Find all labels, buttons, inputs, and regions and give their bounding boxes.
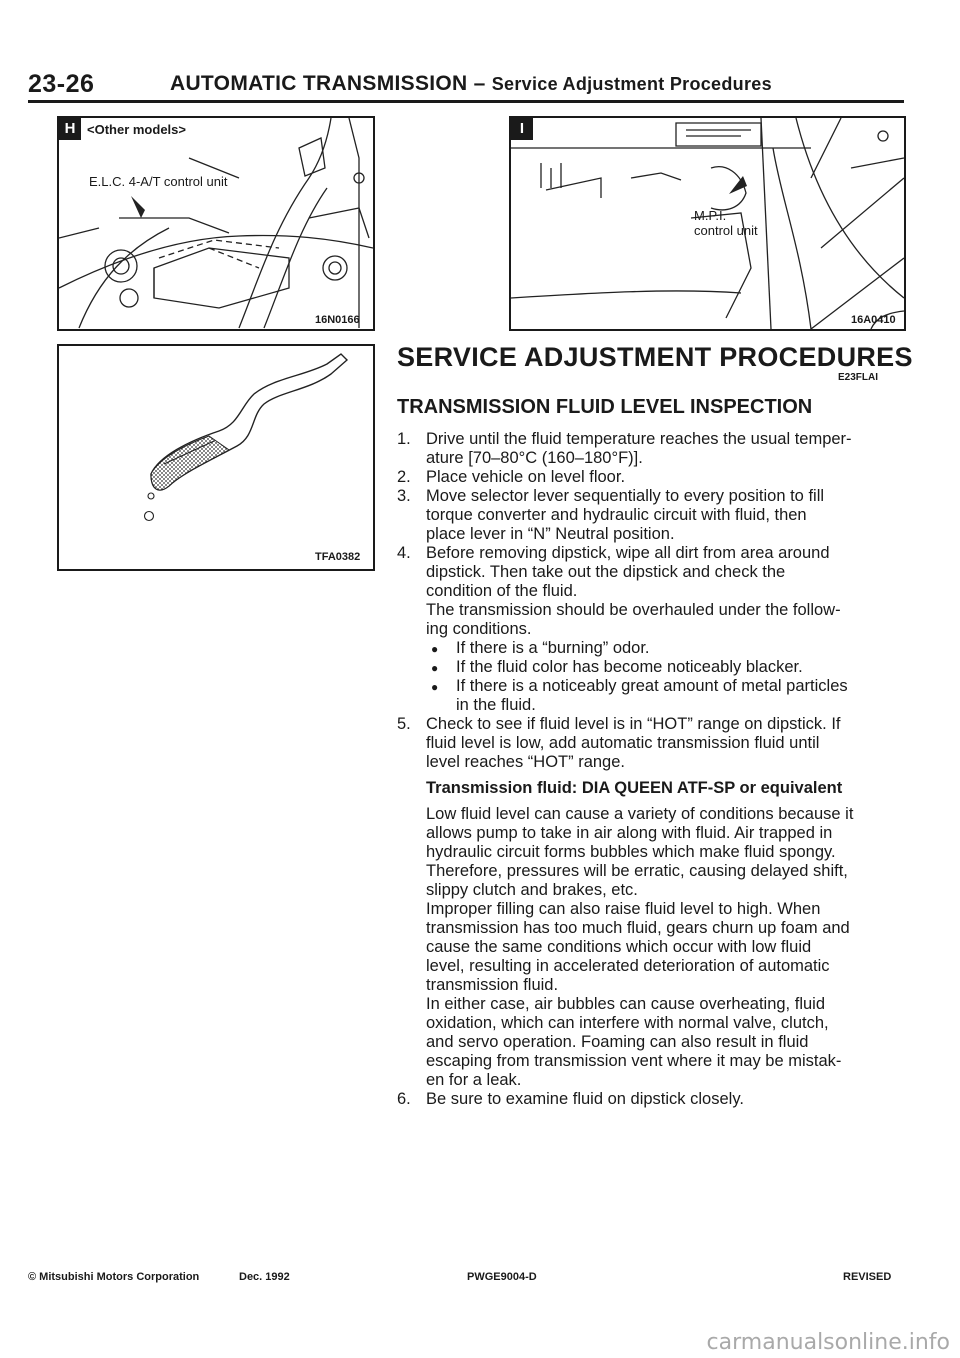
chapter-subtitle: Service Adjustment Procedures (491, 74, 772, 94)
step-4-line-5: ing conditions. (426, 620, 532, 638)
step-4-number: 4. (397, 544, 411, 562)
watermark: carmanualsonline.info (706, 1330, 950, 1355)
step-2-number: 2. (397, 468, 411, 486)
note-line-2: allows pump to take in air along with fluid. Air trapped in (426, 824, 833, 842)
step-3-number: 3. (397, 487, 411, 505)
figure-h-id: 16N0166 (315, 314, 360, 326)
section-title: SERVICE ADJUSTMENT PROCEDURES (397, 342, 913, 372)
footer-date: Dec. 1992 (239, 1271, 290, 1283)
step-3-line-2: torque converter and hydraulic circuit with fluid, then (426, 506, 807, 524)
step-5-number: 5. (397, 715, 411, 733)
note-line-13: and servo operation. Foaming can also result in fluid (426, 1033, 809, 1051)
step-4-line-3: condition of the fluid. (426, 582, 578, 600)
note-line-5: slippy clutch and brakes, etc. (426, 881, 638, 899)
fluid-spec: Transmission fluid: DIA QUEEN ATF-SP or equivalent (426, 779, 843, 797)
step-5-line-1: Check to see if fluid level is in “HOT” range on dipstick. If (426, 715, 841, 733)
step-6-number: 6. (397, 1090, 411, 1108)
figure-i-badge: I (511, 118, 533, 140)
figure-i (509, 116, 906, 331)
note-line-6: Improper filling can also raise fluid level to high. When (426, 900, 821, 918)
note-line-15: en for a leak. (426, 1071, 522, 1089)
step-3-line-3: place lever in “N” Neutral position. (426, 525, 675, 543)
step-1-number: 1. (397, 430, 411, 448)
footer-doc-code: PWGE9004-D (467, 1271, 537, 1283)
figure-h-label: E.L.C. 4-A/T control unit (89, 174, 228, 189)
figure-h-badge: H (59, 118, 81, 140)
bullet-2-text: If the fluid color has become noticeably blacker. (456, 658, 803, 676)
procedure-title: TRANSMISSION FLUID LEVEL INSPECTION (397, 396, 813, 418)
bullet-3-dot: ● (431, 680, 439, 694)
note-line-11: In either case, air bubbles can cause overheating, fluid (426, 995, 825, 1013)
figure-dipstick-id: TFA0382 (315, 551, 361, 563)
page-title (170, 72, 772, 96)
step-4-line-2: dipstick. Then take out the dipstick and check the (426, 563, 786, 581)
step-1-line-2: ature [70–80°C (160–180°F)]. (426, 449, 643, 467)
footer-status: REVISED (843, 1271, 892, 1283)
figure-i-id: 16A0410 (851, 314, 896, 326)
note-line-4: Therefore, pressures will be erratic, causing delayed shift, (426, 862, 848, 880)
note-line-10: transmission fluid. (426, 976, 559, 994)
step-5-line-2: fluid level is low, add automatic transmission fluid until (426, 734, 820, 752)
note-line-12: oxidation, which can interfere with normal valve, clutch, (426, 1014, 829, 1032)
bullet-1-dot: ● (431, 642, 439, 656)
step-2-line-1: Place vehicle on level floor. (426, 468, 626, 486)
chapter-title: AUTOMATIC TRANSMISSION (170, 72, 468, 95)
note-line-7: transmission has too much fluid, gears churn up foam and (426, 919, 850, 937)
dipstick-illustration (59, 346, 373, 569)
title-separator: – (473, 72, 486, 95)
step-1-line-1: Drive until the fluid temperature reaches the usual temper- (426, 430, 852, 448)
step-4-line-1: Before removing dipstick, wipe all dirt from area around (426, 544, 830, 562)
figure-h-caption: <Other models> (87, 122, 186, 137)
figure-i-label-mpi: M.P.I. (694, 208, 727, 223)
note-line-3: hydraulic circuit forms bubbles which make fluid spongy. (426, 843, 836, 861)
note-line-14: escaping from transmission vent where it may be mistak- (426, 1052, 842, 1070)
step-5-line-3: level reaches “HOT” range. (426, 753, 625, 771)
step-3-line-1: Move selector lever sequentially to every position to fill (426, 487, 825, 505)
step-6-line-1: Be sure to examine fluid on dipstick closely. (426, 1090, 744, 1108)
page-number: 23-26 (28, 70, 95, 98)
bullet-3-text-2: in the fluid. (456, 696, 536, 714)
step-4-line-4: The transmission should be overhauled under the follow- (426, 601, 841, 619)
figure-dipstick (57, 344, 375, 571)
footer-copyright: © Mitsubishi Motors Corporation (28, 1271, 200, 1283)
figure-h-illustration (59, 118, 373, 329)
note-line-9: level, resulting in accelerated deterioration of automatic (426, 957, 830, 975)
figure-i-label-control: control unit (694, 223, 758, 238)
bullet-2-dot: ● (431, 661, 439, 675)
note-line-8: cause the same conditions which occur with low fluid (426, 938, 812, 956)
bullet-1-text: If there is a “burning” odor. (456, 639, 650, 657)
figure-h (57, 116, 375, 331)
header-rule (28, 100, 904, 103)
note-line-1: Low fluid level can cause a variety of conditions because it (426, 805, 854, 823)
section-code: E23FLAI (838, 372, 879, 383)
bullet-3-text-1: If there is a noticeably great amount of metal particles (456, 677, 848, 695)
